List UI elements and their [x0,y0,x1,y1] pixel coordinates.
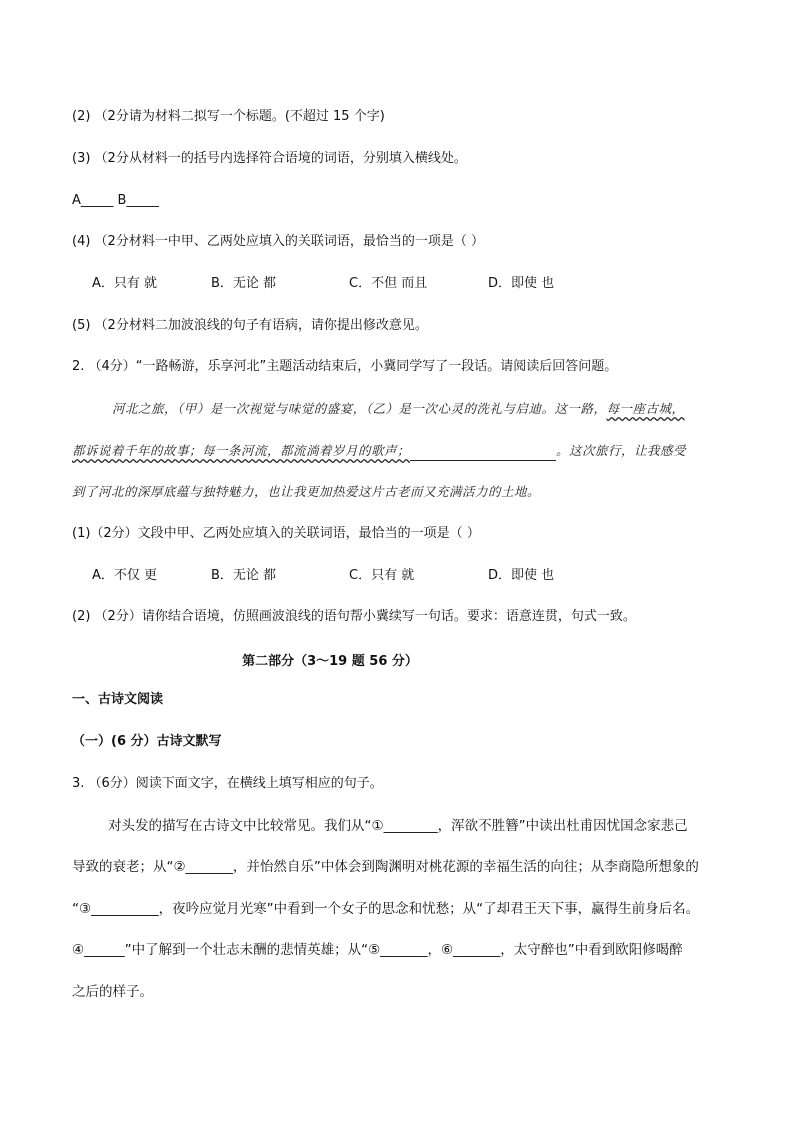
q2-1-option-d: D．即使 也 [488,568,555,583]
question-2-2: (2) （2分）请你结合语境，仿照画波浪线的语句帮小冀续写一句话。要求：语意连贯，句式一致。 [72,609,636,624]
passage-line-3: 到了河北的深厚底蕴与独特魅力，也让我更加热爱这片古老而又充满活力的土地。 [72,484,541,499]
q3-text-line-3: “③__________，夜吟应觉月光寒”中看到一个女子的思念和忧愁；从“了却君王天下事，赢得生前身后名。 [72,901,700,917]
q3-text-line-5: 之后的样子。 [72,984,153,1000]
q1-4-option-d: D．即使 也 [488,276,555,291]
section-title: 一、古诗文阅读 [72,692,164,707]
part-2-title: 第二部分（3～19 题 56 分） [242,654,418,669]
question-1-2: (2) （2分请为材料二拟写一个标题。(不超过 15 个字) [72,109,385,124]
q2-1-option-a: A．不仅 更 [92,568,158,583]
question-3: 3. （6分）阅读下面文字，在横线上填写相应的句子。 [72,776,383,791]
passage-wavy-2: 都诉说着千年的故事；每一条河流，都流淌着岁月的歌声； [72,443,411,458]
q2-1-option-b: B．无论 都 [211,568,277,583]
passage-line-2: 都诉说着千年的故事；每一条河流，都流淌着岁月的歌声； 。这次旅行，让我感受 [72,442,686,461]
q2-1-option-c: C．只有 就 [349,568,415,583]
question-1-3-blanks: A_____ B_____ [72,193,159,208]
question-2: 2. （4分）“一路畅游，乐享河北”主题活动结束后，小冀同学写了一段话。请阅读后回答问题。 [72,359,618,374]
question-2-1: (1)（2分）文段中甲、乙两处应填入的关联词语，最恰当的一项是（ ） [72,526,480,541]
q1-4-option-b: B．无论 都 [211,276,277,291]
section-subtitle: （一）(6 分）古诗文默写 [72,734,222,749]
question-1-5: (5) （2分材料二加波浪线的句子有语病，请你提出修改意见。 [72,318,428,333]
passage-line-1: 河北之旅，（甲）是一次视觉与味觉的盛宴，（乙）是一次心灵的洗礼与启迪。这一路，每一座古城， [112,401,685,416]
q3-text-line-2: 导致的衰老；从“②_______，并怡然自乐”中体会到陶渊明对桃花源的幸福生活的向往；从李商隐所想象的 [72,859,699,875]
question-1-4: (4) （2分材料一中甲、乙两处应填入的关联词语，最恰当的一项是（ ） [72,234,484,249]
passage-wavy-1: 每一座古城， [606,401,685,416]
q3-text-line-1: 对头发的描写在古诗文中比较常见。我们从“①________，浑欲不胜簪”中读出杜甫因忧国念家悲己 [108,818,688,834]
q3-text-line-4: ④______”中了解到一个壮志未酬的悲情英雄；从“⑤_______，⑥_______，太守醉也”中看到欧阳修喝醉 [72,942,683,958]
question-1-3: (3) （2分从材料一的括号内选择符合语境的词语，分别填入横线处。 [72,151,467,166]
passage-blank[interactable] [410,442,556,461]
q1-4-option-c: C．不但 而且 [349,276,428,291]
q1-4-option-a: A．只有 就 [92,276,158,291]
